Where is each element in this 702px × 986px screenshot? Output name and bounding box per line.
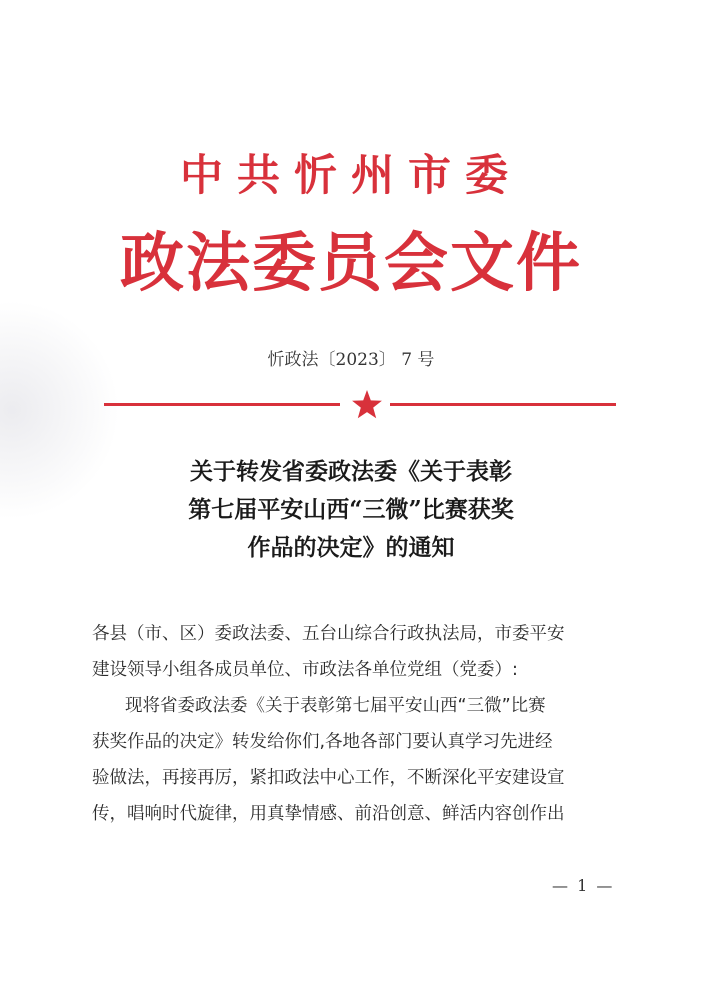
title-line: 作品的决定》的通知: [247, 534, 455, 561]
notice-title: [0, 453, 702, 567]
red-rule-right: [390, 403, 616, 406]
issuer-line-1: 中共忻州市委: [180, 151, 522, 201]
title-line: 关于转发省委政法委《关于表彰: [190, 458, 512, 485]
body-line: 传，唱响时代旋律，用真挚情感、前沿创意、鲜活内容创作出: [92, 804, 565, 824]
body-line: 验做法，再接再厉，紧扣政法中心工作，不断深化平安建设宣: [92, 768, 565, 788]
notice-body: [92, 616, 632, 832]
page-number: — 1 —: [552, 876, 615, 895]
star-icon: [351, 388, 383, 420]
title-line: 第七届平安山西“三微”比赛获奖: [188, 496, 514, 523]
body-line: 各县（市、区）委政法委、五台山综合行政执法局，市委平安: [92, 624, 565, 644]
red-rule-left: [104, 403, 340, 406]
body-line: 获奖作品的决定》转发给你们,各地各部门要认真学习先进经: [92, 732, 553, 752]
document-number: 忻政法〔2023〕 7 号: [267, 350, 435, 370]
issuer-line-2: 政法委员会文件: [120, 226, 582, 301]
body-line: 现将省委政法委《关于表彰第七届平安山西“三微”比赛: [125, 696, 546, 716]
body-line: 建设领导小组各成员单位、市政法各单位党组（党委）:: [92, 660, 518, 680]
